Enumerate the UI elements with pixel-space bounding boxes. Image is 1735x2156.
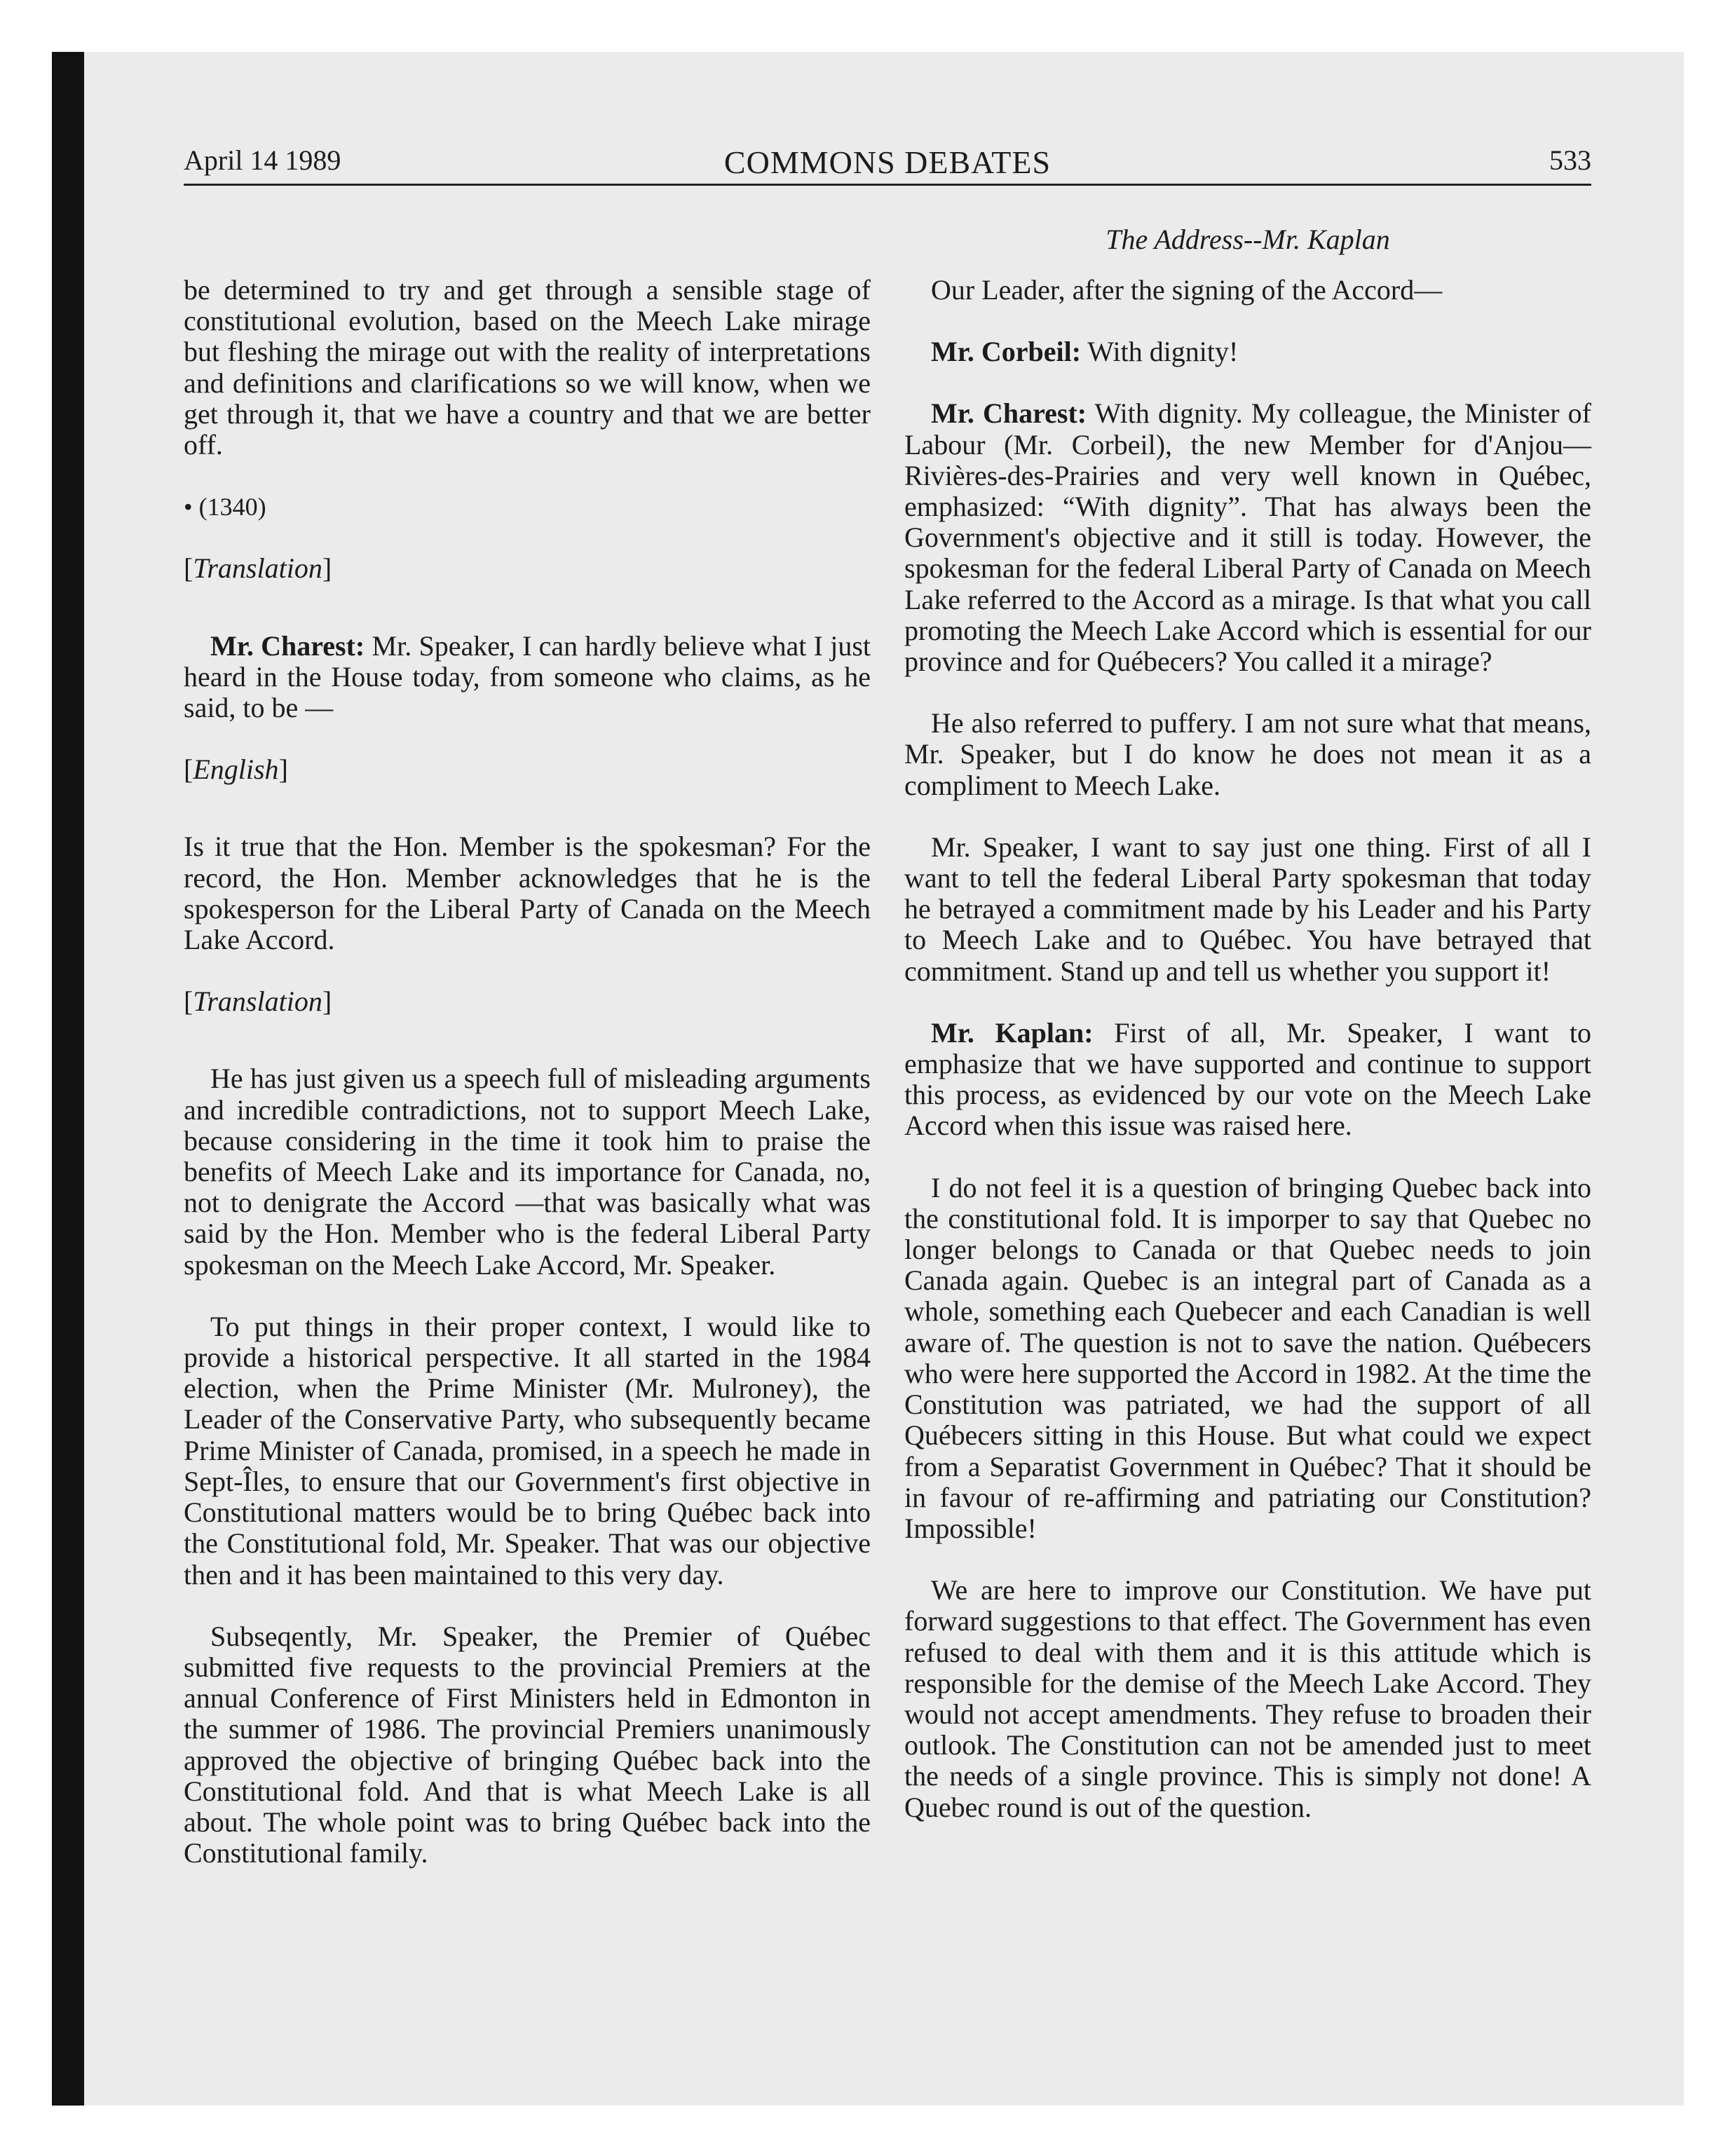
language-marker: [English]	[184, 753, 288, 786]
paragraph: Our Leader, after the signing of the Accord—	[931, 274, 1443, 306]
paragraph: He also referred to puffery. I am not sure what that means, Mr. Speaker, but I do know he does not mean it as a compliment to Meech Lake.	[904, 707, 1591, 801]
paragraph: To put things in their proper context, I would like to provide a historical perspective. It all started in the 1984 election, when the Prime Minister (Mr. Mulroney), the Leader of the Conservative Party, who subsequently became Prime Minister of Canada, promised, in a speech he made in Sept-Îles, to ensure that our Government's first objective in Constitutional matters would be to bring Québec back into the Constitutional fold, Mr. Speaker. That was our objective then and it has been maintained to this very day.	[184, 1310, 871, 1590]
header-date: April 14 1989	[184, 144, 341, 176]
paragraph: Mr. Speaker, I want to say just one thing. First of all I want to tell the federal Liberal Party spokesman that today he betrayed a commitment made by his Leader and his Party to Meech Lake and to Québec. You have betrayed that commitment. Stand up and tell us whether you support it!	[904, 831, 1591, 987]
speech-text: First of all, Mr. Speaker, I want to emphasize that we have supported and continue to support this process, as evidenced by our vote on the Meech Lake Accord when this issue was raised here.	[904, 1016, 1592, 1142]
speaker-name: Mr. Charest:	[931, 397, 1087, 430]
speech-paragraph	[904, 336, 1591, 367]
paragraph: be determined to try and get through a sensible stage of constitutional evolution, based on the Meech Lake mirage but fleshing the mirage out with the reality of interpretations and definitions and clarifications so we will know, when we get through it, that we have a country and that we are better off.	[184, 274, 871, 461]
speaker-name: Mr. Kaplan:	[931, 1016, 1094, 1049]
page-number: 533	[1549, 144, 1591, 176]
paragraph: Subseqently, Mr. Speaker, the Premier of Québec submitted five requests to the provincial Premiers at the annual Conference of First Ministers held in Edmonton in the summer of 1986. The provincial Premiers unanimously approved the objective of bringing Québec back into the Constitutional fold. And that is what Meech Lake is all about. The whole point was to bring Québec back into the Constitutional family.	[184, 1620, 871, 1869]
page-header	[184, 140, 1591, 182]
language-label: Translation	[193, 552, 322, 585]
speech-paragraph	[184, 631, 871, 724]
paragraph: I do not feel it is a question of bringing Quebec back into the constitutional fold. It is imporper to say that Quebec no longer belongs to Canada or that Quebec needs to join Canada again. Quebec is an integral part of Canada as a whole, something each Quebecer and each Canadian is well aware of. The question is not to save the nation. Québecers who were here supported the Accord in 1982. At the time the Constitution was patriated, we had the support of all Québecers sitting in this House. But what could we expect from a Separatist Government in Québec? That it should be in favour of re-affirming and patriating our Constitution? Impossible!	[904, 1171, 1591, 1544]
speech-text: With dignity!	[1081, 336, 1239, 368]
speech-text: With dignity. My colleague, the Minister of Labour (Mr. Corbeil), the new Member for d'Anjou—Rivières-des-Prairies and very well known in Québec, emphasized: “With dignity”. That has always been the Government's objective and it still is today. However, the spokesman for the federal Liberal Party of Canada on Meech Lake referred to the Accord as a mirage. Is that what you call promoting the Meech Lake Accord which is essential for our province and for Québecers? You called it a mirage?	[904, 397, 1591, 678]
scan-edge	[52, 52, 84, 2106]
header-title: COMMONS DEBATES	[723, 144, 1052, 180]
speech-text: Mr. Speaker, I can hardly believe what I just heard in the House today, from someone who claims, as he said, to be —	[184, 629, 871, 724]
language-marker: [Translation]	[184, 985, 332, 1018]
speech-paragraph	[904, 1018, 1591, 1142]
time-marker: • (1340)	[184, 493, 266, 521]
language-label: English	[193, 753, 279, 786]
right-column	[904, 275, 1591, 1854]
speaker-name: Mr. Corbeil:	[931, 336, 1082, 368]
left-column	[184, 275, 871, 1899]
speaker-name: Mr. Charest:	[210, 629, 365, 662]
paragraph: We are here to improve our Constitution. We have put forward suggestions to that effect. The Government has even refused to deal with them and it is this attitude which is responsible for the demise of the Meech Lake Accord. They would not accept amendments. They refuse to broaden their outlook. The Constitution can not be amended just to meet the needs of a single province. This is simply not done! A Quebec round is out of the question.	[904, 1574, 1591, 1823]
paragraph: Is it true that the Hon. Member is the spokesman? For the record, the Hon. Member acknowledges that he is the spokesperson for the Liberal Party of Canada on the Meech Lake Accord.	[184, 831, 871, 956]
language-marker: [Translation]	[184, 552, 332, 585]
language-label: Translation	[193, 985, 322, 1018]
speech-paragraph	[904, 398, 1591, 677]
running-head: The Address--Mr. Kaplan	[1105, 224, 1390, 255]
paragraph: He has just given us a speech full of misleading arguments and incredible contradictions, not to support Meech Lake, because considering in the time it took him to praise the benefits of Meech Lake and its importance for Canada, no, not to denigrate the Accord —that was basically what was said by the Hon. Member who is the federal Liberal Party spokesman on the Meech Lake Accord, Mr. Speaker.	[184, 1063, 871, 1281]
header-rule	[184, 184, 1591, 186]
